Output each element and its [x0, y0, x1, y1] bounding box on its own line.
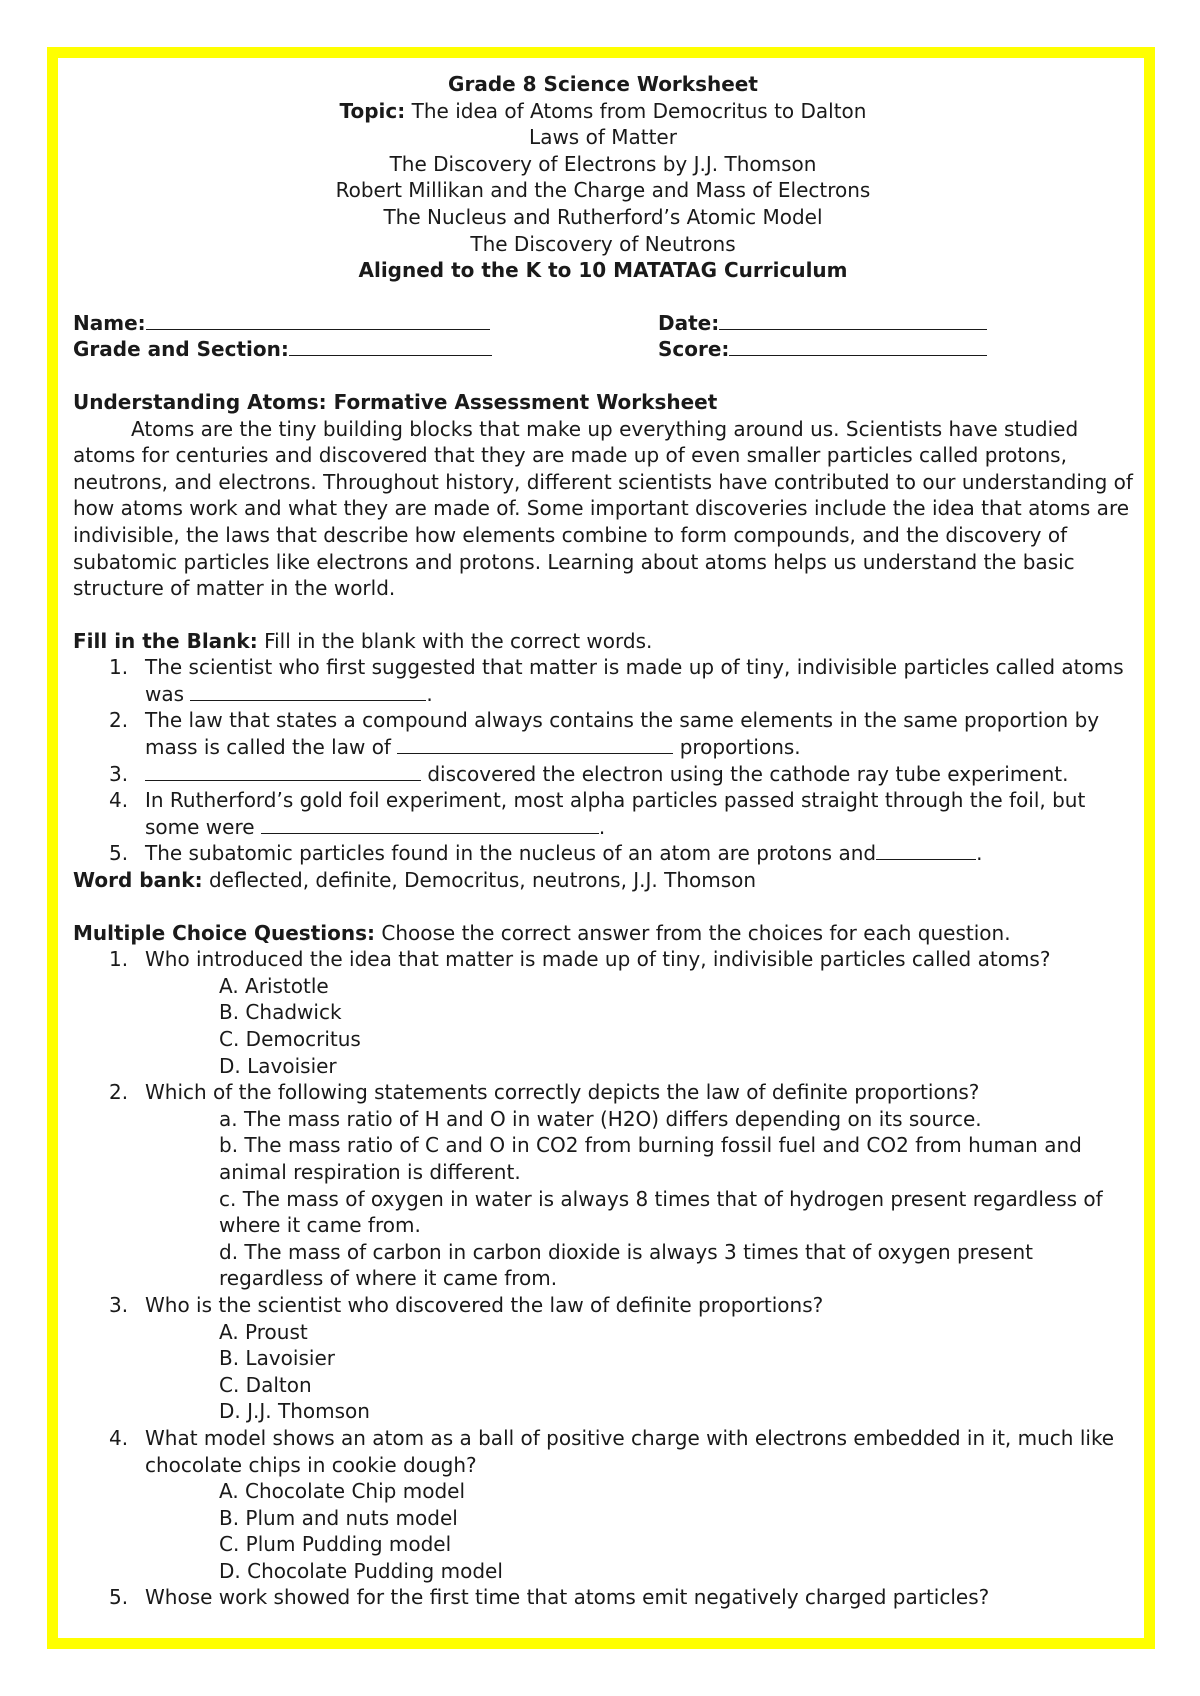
- choice[interactable]: b. The mass ratio of C and O in CO2 from burning fossil fuel and CO2 from human and animal respiration is different.: [219, 1133, 1082, 1184]
- choice[interactable]: A. Proust: [219, 1319, 308, 1344]
- question-text: Whose work showed for the first time that atoms emit negatively charged particles?: [145, 1585, 990, 1610]
- item-number: 3.: [109, 761, 129, 786]
- choice[interactable]: a. The mass ratio of H and O in water (H2O) differs depending on its source.: [219, 1106, 982, 1131]
- grade-section-blank[interactable]: [289, 337, 492, 356]
- choice[interactable]: D. Lavoisier: [219, 1053, 337, 1078]
- mcq-instruction: Choose the correct answer from the choices for each question.: [381, 920, 1011, 945]
- list-item: [73, 707, 1133, 760]
- worksheet-title: Grade 8 Science Worksheet: [448, 72, 758, 96]
- topic-item: The Discovery of Electrons by J.J. Thomson: [389, 151, 817, 176]
- choice[interactable]: D. Chocolate Pudding model: [219, 1558, 503, 1583]
- choice-list: [73, 1106, 1133, 1292]
- list-item: [73, 761, 1133, 788]
- choice[interactable]: C. Democritus: [219, 1027, 361, 1051]
- choice-list: [73, 1319, 1133, 1425]
- list-item: [73, 654, 1133, 707]
- item-text-end: .: [976, 841, 983, 866]
- question: [73, 1425, 1133, 1478]
- answer-blank[interactable]: [261, 815, 599, 834]
- choice[interactable]: B. Plum and nuts model: [219, 1505, 458, 1530]
- mcq-heading: [73, 920, 1133, 947]
- choice[interactable]: d. The mass of carbon in carbon dioxide is always 3 times that of oxygen present regardless of where it came from.: [219, 1239, 1034, 1291]
- score-blank[interactable]: [729, 337, 987, 356]
- question-text: Which of the following statements correctly depicts the law of definite proportions?: [145, 1080, 980, 1105]
- topic-first: The idea of Atoms from Democritus to Dalton: [411, 98, 867, 123]
- choice[interactable]: B. Chadwick: [219, 1000, 342, 1025]
- choice[interactable]: A. Aristotle: [219, 973, 329, 998]
- question: [73, 1079, 1133, 1106]
- answer-blank[interactable]: [190, 682, 426, 701]
- item-number: 2.: [109, 708, 129, 733]
- word-bank-label: Word bank:: [73, 868, 203, 893]
- score-label: Score:: [658, 337, 730, 362]
- question: [73, 946, 1133, 973]
- topic-label: Topic:: [339, 98, 406, 123]
- intro-paragraph: Atoms are the tiny building blocks that make up everything around us. Scientists have studied atoms for centuries and discovered that they are made up of even smaller particles called protons, neutrons, and electrons. Throughout history, different scientists have contributed to our understanding of how atoms work and what they are made of. Some important discoveries include the idea that atoms are indivisible, the laws that describe how elements combine to form compounds, and the discovery of subatomic particles like electrons and protons. Learning about atoms helps us understand the basic structure of matter in the world.: [73, 416, 1133, 601]
- item-text-end: .: [598, 814, 606, 839]
- item-text-end: discovered the electron using the cathode ray tube experiment.: [421, 761, 1069, 786]
- choice-list: [73, 1478, 1133, 1584]
- fill-blank-list: [73, 654, 1133, 867]
- date-blank[interactable]: [719, 311, 987, 330]
- item-number: 4.: [109, 788, 129, 813]
- fill-blank-heading: [73, 628, 1133, 655]
- item-text: The scientist who first suggested that matter is made up of tiny, indivisible particles called atoms was: [145, 655, 1124, 706]
- item-text-end: .: [426, 681, 433, 706]
- name-blank[interactable]: [146, 311, 490, 330]
- topic-item: The Discovery of Neutrons: [470, 231, 736, 256]
- topic-item: The Nucleus and Rutherford’s Atomic Model: [383, 204, 823, 229]
- question-number: 1.: [109, 947, 129, 972]
- topic-item: Robert Millikan and the Charge and Mass of Electrons: [335, 178, 871, 203]
- choice[interactable]: C. Plum Pudding model: [219, 1532, 452, 1557]
- item-number: 5.: [109, 841, 129, 866]
- answer-blank[interactable]: [397, 735, 673, 754]
- word-bank-words: deflected, definite, Democritus, neutrons, J.J. Thomson: [208, 868, 757, 893]
- fill-blank-label: Fill in the Blank:: [73, 628, 258, 653]
- choice[interactable]: C. Dalton: [219, 1372, 312, 1397]
- item-text: The subatomic particles found in the nucleus of an atom are protons and: [145, 841, 877, 866]
- choice[interactable]: c. The mass of oxygen in water is always 8 times that of hydrogen present regardless of where it came from.: [219, 1186, 1103, 1238]
- curriculum-alignment: Aligned to the K to 10 MATATAG Curriculum: [358, 258, 848, 283]
- fill-blank-instruction: Fill in the blank with the correct words.: [264, 628, 653, 653]
- question-text: What model shows an atom as a ball of positive charge with electrons embedded in it, much like chocolate chips in cookie dough?: [145, 1425, 1115, 1477]
- worksheet-header: [73, 71, 1133, 284]
- grade-section-label: Grade and Section:: [73, 337, 289, 362]
- item-text: The law that states a compound always contains the same elements in the same proportion by mass is called the law of: [145, 708, 1100, 760]
- worksheet: [73, 71, 1133, 1611]
- question-number: 2.: [109, 1080, 129, 1105]
- choice[interactable]: B. Lavoisier: [219, 1346, 335, 1371]
- question-number: 5.: [109, 1585, 129, 1610]
- item-number: 1.: [109, 655, 129, 680]
- choice-list: [73, 973, 1133, 1079]
- date-label: Date:: [658, 310, 720, 335]
- answer-blank[interactable]: [145, 762, 421, 781]
- question-text: Who is the scientist who discovered the law of definite proportions?: [145, 1292, 824, 1317]
- question-number: 4.: [109, 1425, 129, 1450]
- student-fields-row-2: [73, 336, 1133, 363]
- choice[interactable]: D. J.J. Thomson: [219, 1399, 370, 1424]
- question: [73, 1584, 1133, 1611]
- name-label: Name:: [73, 310, 146, 335]
- item-text-end: proportions.: [673, 735, 801, 760]
- student-fields-row-1: [73, 310, 1133, 337]
- question-text: Who introduced the idea that matter is made up of tiny, indivisible particles called atoms?: [145, 947, 1051, 972]
- topic-line: [73, 98, 1133, 125]
- intro-heading: Understanding Atoms: Formative Assessment Worksheet: [73, 389, 718, 414]
- mcq-list: [73, 946, 1133, 1611]
- answer-blank[interactable]: [876, 841, 976, 860]
- mcq-label: Multiple Choice Questions:: [73, 920, 376, 945]
- list-item: [73, 840, 1133, 867]
- item-text: In Rutherford’s gold foil experiment, most alpha particles passed straight through the foil, but some were: [145, 788, 1086, 839]
- list-item: [73, 787, 1133, 840]
- topic-item: Laws of Matter: [529, 125, 677, 150]
- choice[interactable]: A. Chocolate Chip model: [219, 1479, 465, 1504]
- question-number: 3.: [109, 1292, 129, 1317]
- word-bank: [73, 867, 1133, 894]
- question: [73, 1292, 1133, 1319]
